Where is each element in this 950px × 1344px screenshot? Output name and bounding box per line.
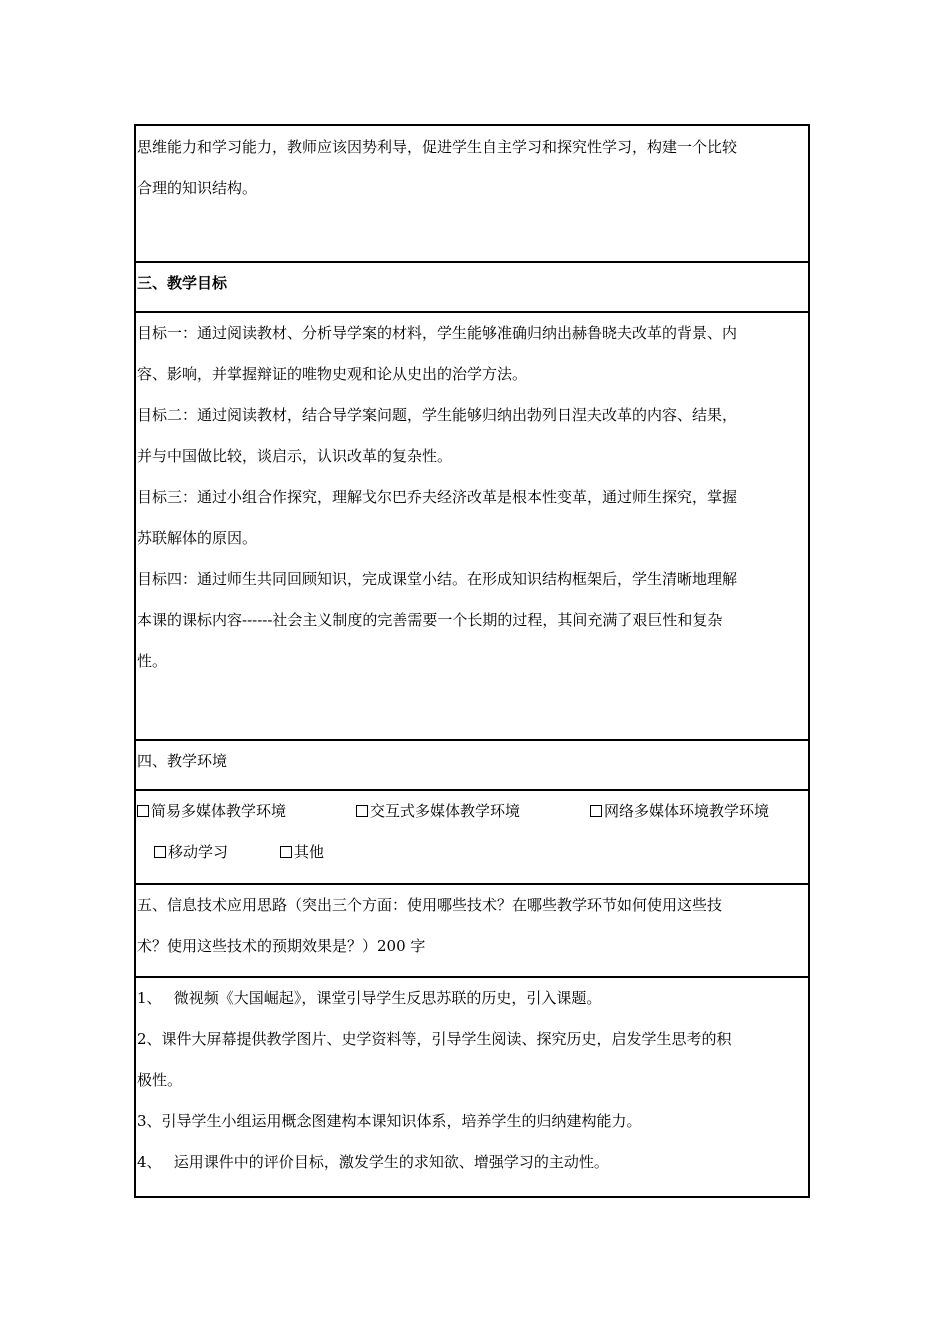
objective-line: 并与中国做比较，谈启示，认识改革的复杂性。	[137, 447, 453, 465]
it-item: 1、 微视频《大国崛起》，课堂引导学生反思苏联的历史，引入课题。	[137, 989, 602, 1007]
it-item: 3、引导学生小组运用概念图建构本课知识体系，培养学生的归纳建构能力。	[137, 1112, 642, 1130]
objective-line: 苏联解体的原因。	[137, 529, 258, 547]
it-heading-row	[136, 885, 808, 978]
option-other[interactable]	[280, 832, 324, 873]
intro-line-1: 思维能力和学习能力，教师应该因势利导，促进学生自主学习和探究性学习，构建一个比较	[137, 138, 738, 156]
objective-line: 目标二：通过阅读教材，结合导学案问题，学生能够归纳出勃列日涅夫改革的内容、结果，	[137, 406, 738, 424]
it-heading-line-2: 术？使用这些技术的预期效果是？）200 字	[137, 937, 426, 955]
environment-heading: 四、教学环境	[137, 752, 228, 770]
objective-line: 目标一：通过阅读教材、分析导学案的材料，学生能够准确归纳出赫鲁晓夫改革的背景、内	[137, 324, 738, 342]
option-label: 其他	[294, 843, 325, 861]
it-item: 极性。	[137, 1071, 183, 1089]
environment-heading-row	[136, 741, 808, 791]
intro-line-2: 合理的知识结构。	[137, 179, 258, 197]
objective-line: 目标三：通过小组合作探究，理解戈尔巴乔夫经济改革是根本性变革，通过师生探究，掌握	[137, 488, 738, 506]
objective-line: 本课的课标内容------社会主义制度的完善需要一个长期的过程，其间充满了艰巨性和复杂	[137, 611, 723, 629]
lesson-plan-table	[134, 124, 810, 1198]
it-item: 2、课件大屏幕提供教学图片、史学资料等，引导学生阅读、探究历史，启发学生思考的积	[137, 1030, 732, 1048]
objectives-heading: 三、教学目标	[137, 274, 228, 292]
option-interactive-multimedia[interactable]	[356, 791, 520, 832]
option-label: 移动学习	[168, 843, 229, 861]
option-label: 简易多媒体教学环境	[151, 802, 287, 820]
option-mobile-learning[interactable]	[154, 832, 228, 873]
checkbox-icon[interactable]	[154, 846, 166, 858]
objective-line: 容、影响，并掌握辩证的唯物史观和论从史出的治学方法。	[137, 365, 528, 383]
it-items-row	[136, 978, 808, 1196]
option-simple-multimedia[interactable]	[137, 791, 286, 832]
objective-line: 性。	[137, 652, 168, 670]
checkbox-icon[interactable]	[280, 846, 292, 858]
intro-row	[136, 126, 808, 263]
it-heading-line-1: 五、信息技术应用思路（突出三个方面：使用哪些技术？在哪些教学环节如何使用这些技	[137, 896, 723, 914]
option-network-multimedia[interactable]	[590, 791, 769, 832]
checkbox-icon[interactable]	[356, 805, 368, 817]
objective-line: 目标四：通过师生共同回顾知识，完成课堂小结。在形成知识结构框架后，学生清晰地理解	[137, 570, 738, 588]
checkbox-icon[interactable]	[137, 805, 149, 817]
option-label: 交互式多媒体教学环境	[370, 802, 521, 820]
it-item: 4、 运用课件中的评价目标，激发学生的求知欲、增强学习的主动性。	[137, 1153, 609, 1171]
objectives-row	[136, 313, 808, 741]
objectives-heading-row	[136, 263, 808, 313]
environment-options-row	[136, 791, 808, 885]
checkbox-icon[interactable]	[590, 805, 602, 817]
option-label: 网络多媒体环境教学环境	[604, 802, 770, 820]
